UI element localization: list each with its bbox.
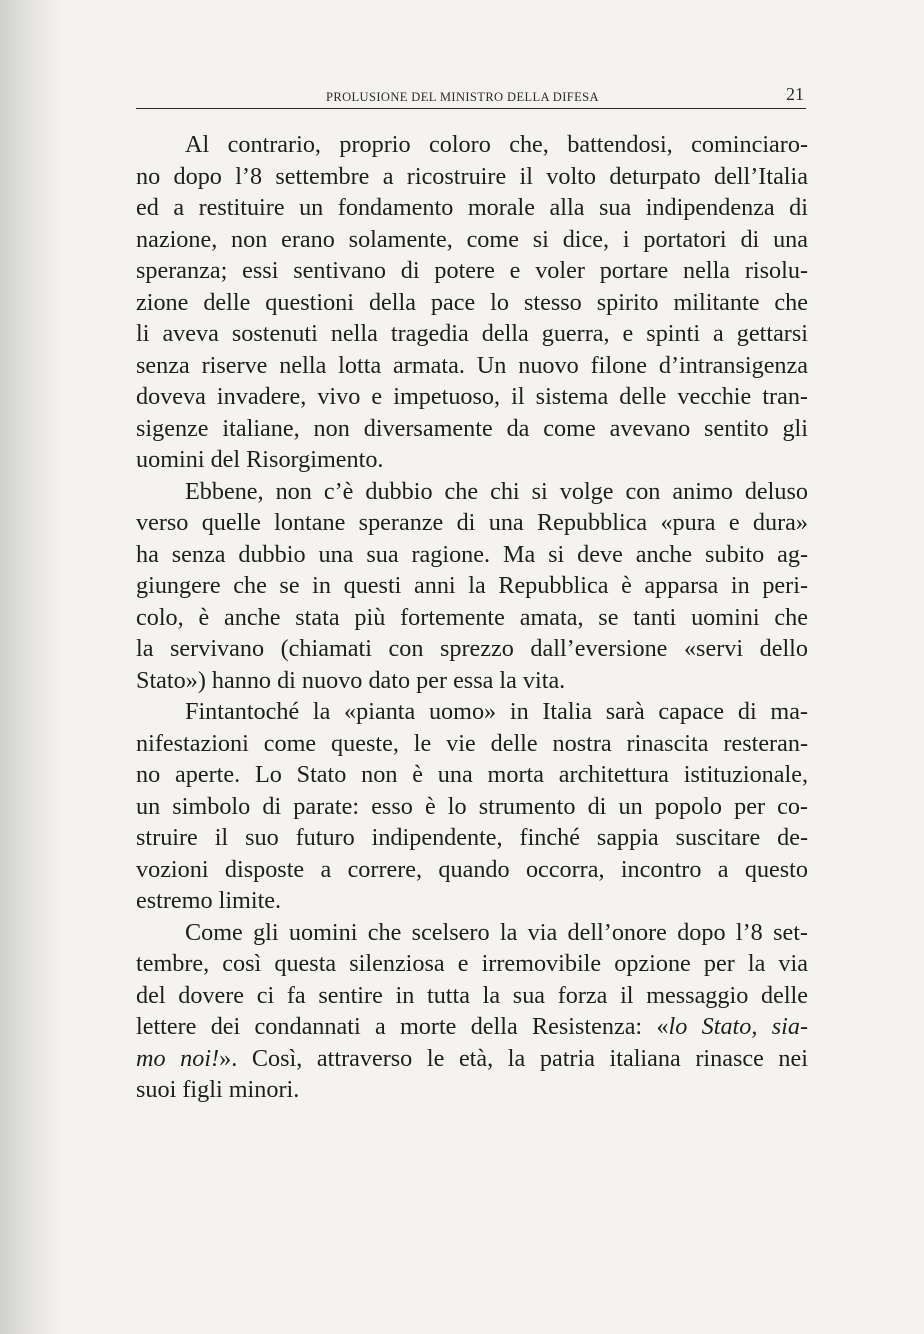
text-line: Fintantoché la «pianta uomo» in Italia sarà capace di ma- bbox=[185, 698, 808, 725]
text-line: Stato») hanno di nuovo dato per essa la vita. bbox=[136, 666, 566, 694]
running-title: PROLUSIONE DEL MINISTRO DELLA DIFESA bbox=[326, 90, 599, 104]
text-line: sigenze italiane, non diversamente da come avevano sentito gli bbox=[136, 414, 808, 442]
text-line quote-line: lettere dei condannati a morte della Resistenza: «lo Stato, sia- bbox=[136, 1013, 808, 1040]
text-line: verso quelle lontane speranze di una Repubblica «pura e dura» bbox=[136, 509, 808, 536]
page-number: 21 bbox=[786, 84, 804, 104]
text-line: suoi figli minori. bbox=[136, 1076, 300, 1103]
text-line: no dopo l’8 settembre a ricostruire il volto deturpato dell’Italia bbox=[136, 162, 808, 190]
text-line: ed a restituire un fondamento morale alla sua indipendenza di bbox=[136, 194, 808, 221]
text-line: giungere che se in questi anni la Repubblica è apparsa in peri- bbox=[136, 572, 808, 599]
text-line: la servivano (chiamati con sprezzo dall’eversione «servi dello bbox=[136, 635, 808, 662]
text-line: estremo limite. bbox=[136, 887, 282, 914]
text-line: senza riserve nella lotta armata. Un nuovo filone d’intransigenza bbox=[136, 351, 808, 379]
text-line: Al contrario, proprio coloro che, battendosi, cominciaro- bbox=[185, 131, 808, 158]
quote-emphasis: lo Stato, sia- bbox=[668, 1013, 808, 1040]
text-line: del dovere ci fa sentire in tutta la sua forza il messaggio delle bbox=[136, 981, 808, 1009]
quote-emphasis: mo noi! bbox=[136, 1044, 220, 1072]
text-line: li aveva sostenuti nella tragedia della guerra, e spinti a gettarsi bbox=[136, 320, 808, 347]
text-line: uomini del Risorgimento. bbox=[136, 446, 384, 473]
text-line: vozioni disposte a correre, quando occorra, incontro a questo bbox=[136, 855, 808, 883]
body-text bbox=[136, 129, 808, 1106]
text-line: doveva invadere, vivo e impetuoso, il sistema delle vecchie tran- bbox=[136, 383, 808, 410]
text-line: zione delle questioni della pace lo stesso spirito militante che bbox=[136, 288, 808, 316]
text-line: speranza; essi sentivano di potere e voler portare nella risolu- bbox=[136, 257, 808, 284]
text-line: un simbolo di parate: esso è lo strumento di un popolo per co- bbox=[136, 792, 808, 820]
text-line: struire il suo futuro indipendente, finché sappia suscitare de- bbox=[136, 824, 808, 851]
text-line: nazione, non erano solamente, come si dice, i portatori di una bbox=[136, 225, 808, 253]
text-line: colo, è anche stata più fortemente amata, se tanti uomini che bbox=[136, 603, 808, 631]
text-line: Come gli uomini che scelsero la via dell’onore dopo l’8 set- bbox=[185, 918, 808, 946]
text-line: nifestazioni come queste, le vie delle nostra rinascita resteran- bbox=[136, 729, 808, 757]
text-line: Ebbene, non c’è dubbio che chi si volge con animo deluso bbox=[185, 477, 808, 505]
text-line quote-line: mo noi!». Così, attraverso le età, la patria italiana rinasce nei bbox=[136, 1044, 808, 1072]
text-line: no aperte. Lo Stato non è una morta architettura istituzionale, bbox=[136, 761, 808, 788]
text-line: tembre, così questa silenziosa e irremovibile opzione per la via bbox=[136, 950, 808, 977]
running-header bbox=[136, 84, 806, 109]
text-line: ha senza dubbio una sua ragione. Ma si deve anche subito ag- bbox=[136, 540, 808, 568]
